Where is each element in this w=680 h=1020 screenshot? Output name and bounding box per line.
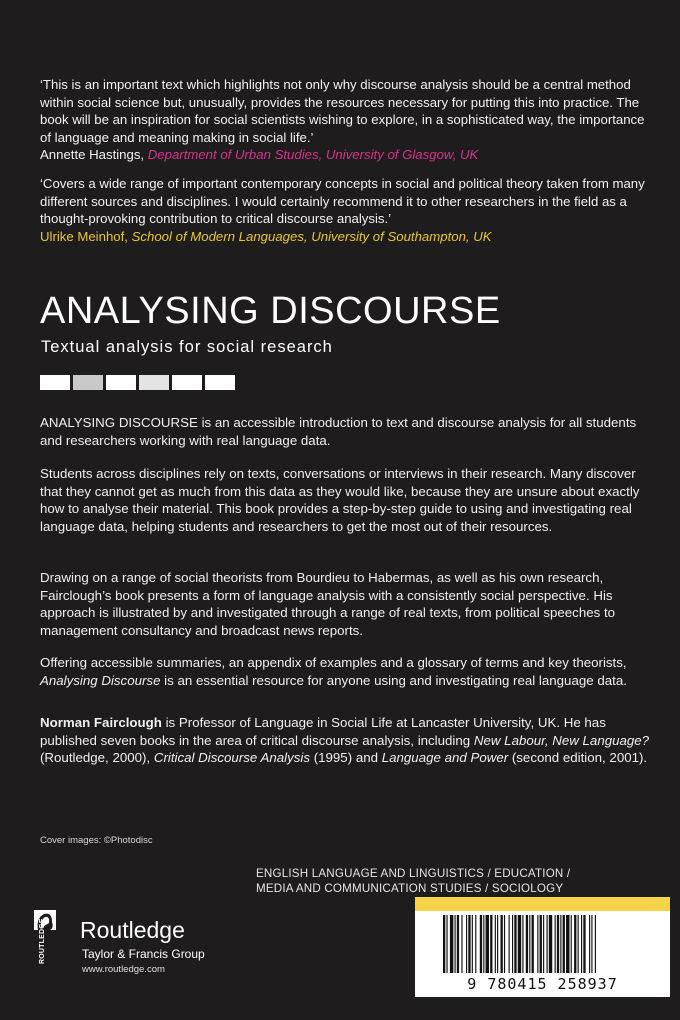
book-subtitle: Textual analysis for social research xyxy=(41,338,333,356)
isbn-barcode xyxy=(415,897,670,997)
barcode-bar xyxy=(578,915,579,973)
description-paragraph-4 xyxy=(40,654,650,689)
barcode-bar xyxy=(490,915,492,973)
decor-bar xyxy=(205,375,235,390)
barcode-bar xyxy=(501,915,503,973)
description-paragraph-1 xyxy=(40,414,650,449)
barcode-bar xyxy=(566,915,569,973)
barcode-bar xyxy=(483,915,484,973)
bio-book-title: New Labour, New Language? xyxy=(473,732,650,748)
endorsement-quote-1 xyxy=(40,76,650,164)
subject-categories xyxy=(256,866,616,896)
barcode-bar xyxy=(583,915,585,973)
barcode-bar xyxy=(560,915,561,973)
endorsement-quote-2 xyxy=(40,175,650,245)
decor-bar xyxy=(139,375,169,390)
barcode-bar xyxy=(549,915,552,973)
decor-bar xyxy=(40,375,70,390)
barcode-bar xyxy=(497,915,498,973)
description-paragraph-2: Students across disciplines rely on texts, conversations or interviews in their research. Many discover that they cannot get as much from this data as they would like, because they are unsure about exactly how to analyse their material. This book provides a step-by-step guide to using and investigating real language data, helping students and researchers to get the most out of their resources. xyxy=(40,466,640,534)
quote-author: Annette Hastings, xyxy=(40,147,145,163)
decor-bar xyxy=(172,375,202,390)
publisher-group: Taylor & Francis Group xyxy=(82,947,205,961)
bio-text: (second edition, 2001). xyxy=(508,750,648,766)
barcode-bar xyxy=(532,915,534,973)
barcode-bar xyxy=(468,915,470,973)
description-text: is an accessible introduction to text and discourse analysis for all students and researchers working with real language data. xyxy=(40,415,637,448)
bio-text: (Routledge, 2000), xyxy=(40,750,154,766)
barcode-bar xyxy=(455,915,456,973)
quote-affiliation: Department of Urban Studies, University of Glasgow, UK xyxy=(147,147,479,163)
description-paragraph-3: Drawing on a range of social theorists from Bourdieu to Habermas, as well as his own research, Fairclough’s book presents a form of language analysis with a consistently social perspective. His approach is illustrated by and investigated through a range of real texts, from political speeches to management consultancy and broadcast news reports. xyxy=(40,570,616,638)
description-title: ANALYSING DISCOURSE xyxy=(40,415,198,430)
barcode-bar xyxy=(443,915,445,973)
routledge-logo xyxy=(30,908,60,966)
barcode-bar xyxy=(446,915,447,973)
subjects-line-1: ENGLISH LANGUAGE AND LINGUISTICS / EDUCATION / xyxy=(256,867,571,880)
description-text: is an essential resource for anyone using and investigating real language data. xyxy=(160,672,627,688)
barcode-bar xyxy=(547,915,548,973)
bio-book-title: Critical Discourse Analysis xyxy=(153,750,310,766)
barcode-bar xyxy=(540,915,542,973)
quote-text: ‘This is an important text which highlights not only why discourse analysis should be a central method within social science but, unusually, provides the resources necessary for putting this into practice. The book will be an inspiration for social scientists wishing to explore, in a sophisticated way, the importance of language and meaning making in social life.’ xyxy=(40,77,645,145)
barcode-bar xyxy=(529,915,530,973)
quote-affiliation: School of Modern Languages, University of Southampton, UK xyxy=(131,228,492,244)
barcode-bar xyxy=(495,915,496,973)
bio-text: (1995) and xyxy=(310,750,382,766)
barcode-bar xyxy=(466,915,467,973)
barcode-bar xyxy=(526,915,528,973)
barcode-bar xyxy=(480,915,482,973)
barcode-bar xyxy=(512,915,513,973)
barcode-bar xyxy=(504,915,505,973)
book-title: ANALYSING DISCOURSE xyxy=(40,290,501,332)
barcode-bar xyxy=(509,915,510,973)
barcode-bar xyxy=(571,915,572,973)
barcode-bar xyxy=(475,915,476,973)
quote-text: ‘Covers a wide range of important contemporary concepts in social and political theory taken from many different sources and disciplines. I would certainly recommend it to other researchers in the field as a thought-provoking contribution to critical discourse analysis.’ xyxy=(40,176,645,227)
description-title-italic: Analysing Discourse xyxy=(40,672,161,688)
publisher-name: Routledge xyxy=(80,917,185,943)
description-text: Offering accessible summaries, an appendix of examples and a glossary of terms and key theorists, xyxy=(40,655,627,670)
author-bio xyxy=(40,714,650,767)
barcode-bar xyxy=(563,915,565,973)
isbn-digits: 9 780415 258937 xyxy=(467,975,618,993)
barcode-bar xyxy=(486,915,489,973)
barcode-bar xyxy=(581,915,582,973)
subjects-line-2: MEDIA AND COMMUNICATION STUDIES / SOCIOLOGY xyxy=(256,882,564,895)
barcode-bar xyxy=(522,915,523,973)
decor-bar xyxy=(106,375,136,390)
barcode-bar xyxy=(591,915,592,973)
barcode-bar xyxy=(518,915,521,973)
barcode-bar xyxy=(543,915,544,973)
barcode-bar xyxy=(457,915,459,973)
barcode-bar xyxy=(589,915,590,973)
decor-bar xyxy=(73,375,103,390)
barcode-bar xyxy=(537,915,538,973)
publisher-spine-text: ROUTLEDGE xyxy=(39,918,46,964)
barcode-bar xyxy=(450,915,453,973)
barcode-bar xyxy=(595,915,596,973)
cover-credit: Cover images: ©Photodisc xyxy=(40,835,153,846)
barcode-bar xyxy=(461,915,462,973)
publisher-url[interactable]: www.routledge.com xyxy=(82,964,165,975)
bio-book-title: Language and Power xyxy=(381,750,509,766)
barcode-bar xyxy=(574,915,576,973)
quote-author: Ulrike Meinhof, xyxy=(40,228,128,244)
decorative-bars xyxy=(40,375,235,390)
barcode-bar xyxy=(472,915,473,973)
barcode-bar xyxy=(514,915,516,973)
author-name: Norman Fairclough xyxy=(40,715,162,730)
barcode-bar xyxy=(555,915,556,973)
bio-text: is Professor of Language in Social Life at Lancaster University, UK. He has published seven books in the area of critical discourse analysis, including xyxy=(40,715,606,748)
barcode-bar xyxy=(557,915,559,973)
